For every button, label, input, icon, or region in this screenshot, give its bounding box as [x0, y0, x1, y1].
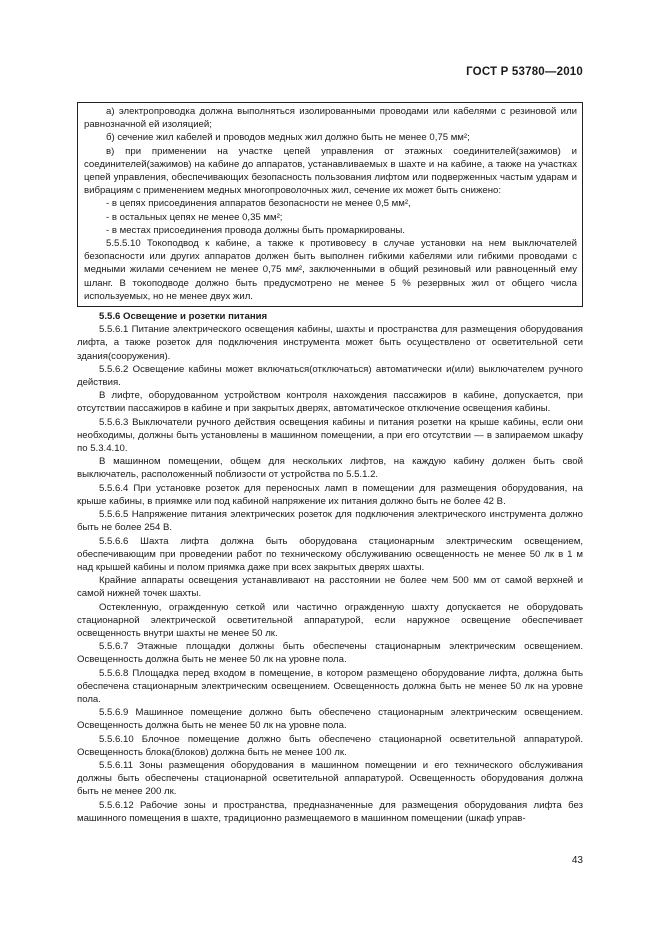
box-list-item: - в местах присоединения провода должны быть промаркированы.	[106, 224, 405, 236]
body-paragraph: 5.5.6.1 Питание электрического освещения кабины, шахты и пространства для размещения оборудования лифта, а также розеток для подключения инструмента может быть осуществлено от осветительной сети здания(сооружения).	[77, 324, 583, 362]
body-paragraph: 5.5.6.2 Освещение кабины может включаться(отключаться) автоматически и(или) выключателем ручного действия.	[77, 363, 583, 389]
box-paragraph: в) при применении на участке цепей управления от этажных соединителей(зажимов) и соединителей(зажимов) на кабине до аппаратов, устанавливаемых в шахте и на кабине, а также на участках цепей управления, обеспечивающих безопасность пользования лифтом или подверженных частым ударам и вибрациям с применением медных многопроволочных жил, сечение их может быть снижено:	[84, 145, 577, 197]
page-number: 43	[571, 855, 583, 866]
box-list-item: - в остальных цепях не менее 0,35 мм²;	[106, 211, 283, 223]
body-paragraph: 5.5.6.10 Блочное помещение должно быть обеспечено стационарной осветительной аппаратурой. Освещенность блока(блоков) должна быть не менее 100 лк.	[77, 733, 583, 758]
box-list-item: - в цепях присоединения аппаратов безопасности не менее 0,5 мм²,	[106, 198, 411, 210]
section-heading: 5.5.6 Освещение и розетки питания	[99, 311, 268, 323]
body-paragraph: 5.5.6.3 Выключатели ручного действия освещения кабины и питания розетки на крыше кабины, если они необходимы, должны быть установлены в машинном помещении, а при его отсутствии — в запираемом шкафу по 5.3.4.10.	[77, 416, 583, 455]
amendment-box	[77, 102, 583, 307]
body-paragraph: 5.5.6.6 Шахта лифта должна быть оборудована стационарным электрическим освещением, обеспечивающим при проведении работ по техническому обслуживанию освещенность не менее 50 лк в 1 м над крышей кабины и полом приямка даже при всех закрытых дверях шахты.	[77, 535, 583, 573]
page-content	[77, 102, 583, 825]
standard-id: ГОСТ Р 53780—2010	[466, 66, 583, 78]
body-paragraph: В лифте, оборудованном устройством контроля нахождения пассажиров в кабине, допускается, при отсутствии пассажиров в кабине и при закрытых дверях, автоматическое отключение освещения кабины.	[77, 390, 583, 415]
body-paragraph: 5.5.6.11 Зоны размещения оборудования в машинном помещении и его технического обслуживания должны быть обеспечены стационарной осветительной аппаратурой. Освещенность оборудования должна быть не менее 200 лк.	[77, 759, 583, 798]
box-paragraph: а) электропроводка должна выполняться изолированными проводами или кабелями с резиновой или равнозначной ей изоляцией;	[84, 106, 577, 131]
body-paragraph: Остекленную, огражденную сеткой или частично огражденную шахту допускается не оборудовать стационарной электрической осветительной аппаратурой, если наружное освещение обеспечивает освещенность внутри шахты не менее 50 лк.	[77, 601, 583, 639]
body-paragraph: 5.5.6.9 Машинное помещение должно быть обеспечено стационарным электрическим освещением. Освещенность должна быть не менее 50 лк на уровне пола.	[77, 707, 583, 732]
body-paragraph: 5.5.6.12 Рабочие зоны и пространства, предназначенные для размещения оборудования лифта без машинного помещения в шахте, традиционно размещаемого в машинном помещении (шкаф управ-	[77, 799, 583, 824]
body-paragraph: 5.5.6.4 При установке розеток для переносных ламп в помещении для размещения оборудования, на крыше кабины, в приямке или под кабиной напряжение их питания должно быть не более 42 В.	[77, 482, 583, 507]
box-paragraph: б) сечение жил кабелей и проводов медных жил должно быть не менее 0,75 мм²;	[106, 132, 470, 144]
body-paragraph: Крайние аппараты освещения устанавливают на расстоянии не более чем 500 мм от самой верхней и самой нижней точек шахты.	[77, 575, 583, 600]
body-paragraph: В машинном помещении, общем для нескольких лифтов, на каждую кабину должен быть свой выключатель, расположенный поблизости от устройства по 5.5.1.2.	[77, 456, 583, 481]
box-paragraph: 5.5.5.10 Токоподвод к кабине, а также к противовесу в случае установки на нем выключателей безопасности или других аппаратов должен быть выполнен гибкими кабелями или гибкими проводами с медными жилами сечением не менее 0,75 мм², заключенными в общий резиновый или равноценный ему шланг. В токоподводе должно быть предусмотрено не менее 5 % резервных жил от общего числа используемых, но не менее двух жил.	[84, 238, 577, 302]
body-paragraph: 5.5.6.5 Напряжение питания электрических розеток для подключения электрического инструмента должно быть не более 254 В.	[77, 509, 583, 534]
body-paragraph: 5.5.6.8 Площадка перед входом в помещение, в котором размещено оборудование лифта, должна быть обеспечена стационарным электрическим освещением. Освещенность должна быть не менее 50 лк на уровне пола.	[77, 667, 583, 705]
body-paragraph: 5.5.6.7 Этажные площадки должны быть обеспечены стационарным электрическим освещением. Освещенность должна быть не менее 50 лк на уровне пола.	[77, 641, 583, 666]
